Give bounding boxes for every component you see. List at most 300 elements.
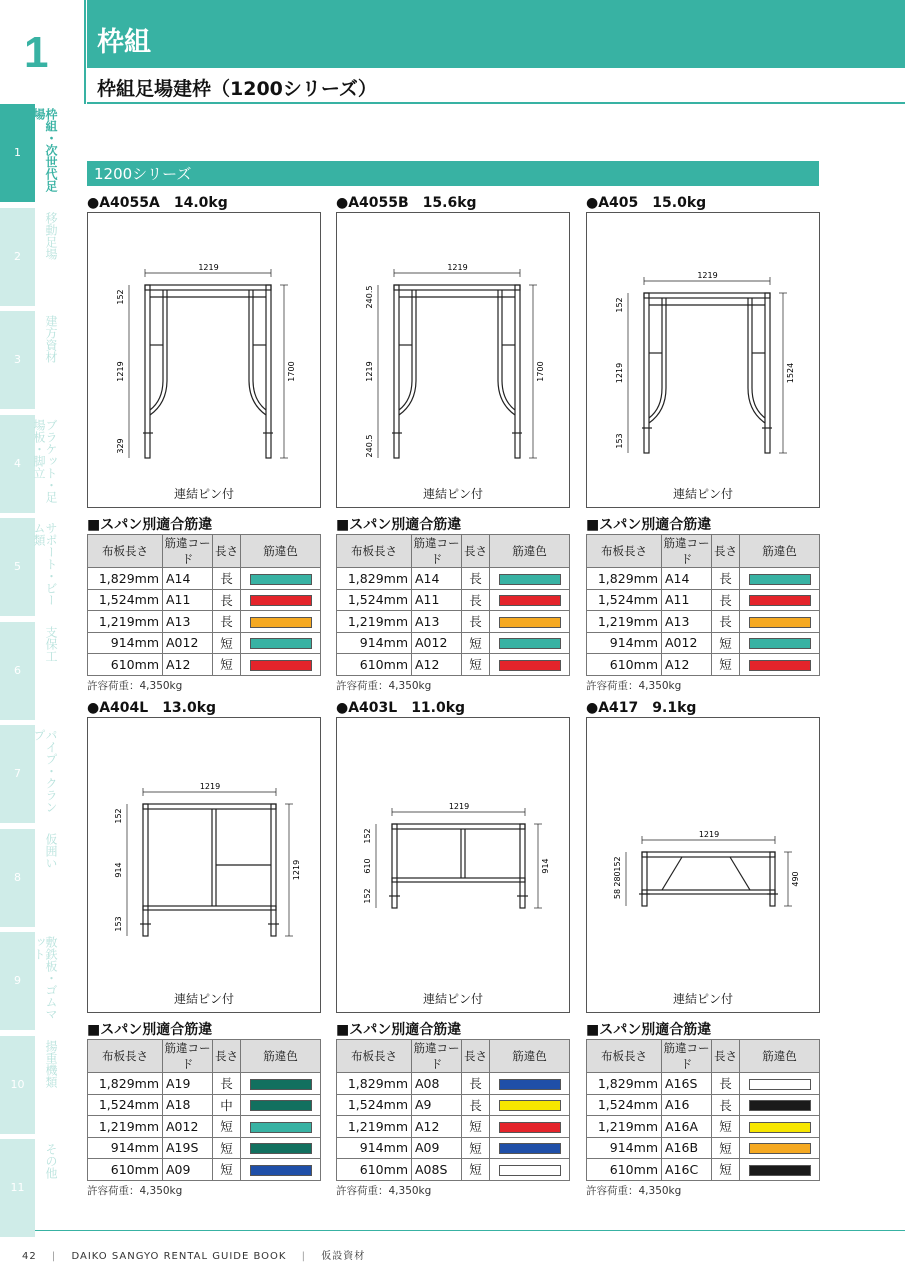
chapter-tab-9[interactable]: [0, 932, 35, 1030]
chapter-tab-number: 7: [14, 767, 21, 780]
brace-size: 長: [213, 1073, 241, 1095]
brace-size: 長: [712, 568, 740, 590]
color-swatch: [250, 574, 312, 585]
product-title: ●A417 9.1kg: [586, 700, 697, 716]
brace-code: A012: [163, 632, 213, 654]
plank-length: 1,829mm: [88, 1073, 163, 1095]
brace-size: 短: [213, 632, 241, 654]
brace-color: [740, 632, 820, 654]
table-row: [337, 1073, 570, 1095]
frame-top-bar: [642, 852, 775, 857]
color-swatch: [749, 1122, 811, 1133]
frame-top-bar: [143, 804, 276, 809]
plank-length: 610mm: [337, 1159, 412, 1181]
frame-bottom-bar: [642, 890, 775, 894]
frame-leg-right: [765, 293, 770, 453]
frame-diagram: [336, 717, 570, 1013]
product-title: ●A403L 11.0kg: [336, 700, 466, 716]
table-row: [587, 654, 820, 676]
color-swatch: [749, 660, 811, 671]
frame-leg-right: [770, 852, 775, 906]
col-header: 筋違コード: [663, 1041, 710, 1071]
plank-length: 1,829mm: [587, 568, 662, 590]
color-swatch: [250, 638, 312, 649]
frame-top-bar: [644, 293, 770, 298]
brace-size: 短: [213, 1116, 241, 1138]
plank-length: 914mm: [587, 632, 662, 654]
brace-code: A012: [662, 632, 712, 654]
brace-code: A08S: [412, 1159, 462, 1181]
table-title: ■スパン別適合筋違: [586, 1022, 712, 1038]
dim-height: 1700: [536, 361, 545, 382]
plank-length: 1,524mm: [337, 1094, 412, 1116]
table-row: [88, 589, 321, 611]
color-swatch: [499, 1165, 561, 1176]
brace-color: [490, 1094, 570, 1116]
dim-height: 490: [791, 871, 800, 887]
table-row: [587, 1137, 820, 1159]
dim-middle: 610: [363, 858, 372, 874]
table-title: ■スパン別適合筋違: [87, 1022, 213, 1038]
color-swatch: [499, 1122, 561, 1133]
chapter-tab-label: 建方資材: [44, 315, 58, 363]
color-swatch: [499, 595, 561, 606]
brace-size: 長: [462, 1073, 490, 1095]
brace-code: A11: [163, 589, 213, 611]
table-row: [337, 654, 570, 676]
chapter-tab-label: 揚重機類: [44, 1039, 58, 1088]
brace-code: A18: [163, 1094, 213, 1116]
dim-lower: 240.5: [365, 434, 374, 458]
frame-top-bar: [392, 824, 525, 829]
brace-color: [490, 611, 570, 633]
plank-length: 610mm: [587, 1159, 662, 1181]
plank-length: 610mm: [337, 654, 412, 676]
brace-size: 長: [213, 611, 241, 633]
product-title: ●A4055A 14.0kg: [87, 195, 228, 211]
plank-length: 1,829mm: [337, 1073, 412, 1095]
dim-upper: 152: [114, 808, 123, 824]
plank-length: 1,219mm: [587, 611, 662, 633]
brace-code: A09: [163, 1159, 213, 1181]
table-row: [337, 589, 570, 611]
product-panel: [87, 697, 321, 1198]
chapter-tab-5[interactable]: [0, 518, 35, 616]
brace-color: [740, 568, 820, 590]
col-header: 筋違コード: [413, 536, 460, 566]
chapter-tab-2[interactable]: [0, 208, 35, 306]
chapter-tab-number: 6: [14, 663, 21, 677]
chapter-tab-label: 支保工: [44, 625, 58, 662]
color-swatch: [749, 1100, 811, 1111]
brace-color: [740, 1159, 820, 1181]
color-swatch: [749, 1079, 811, 1090]
brace-code: A14: [662, 568, 712, 590]
color-swatch: [749, 1143, 811, 1154]
section-title: 1200シリーズ: [87, 161, 819, 186]
plank-length: 914mm: [88, 1137, 163, 1159]
frame-diagram: [87, 717, 321, 1013]
col-header: 布板長さ: [88, 1040, 163, 1073]
brace-table: [586, 534, 820, 676]
brace-color: [490, 1073, 570, 1095]
chapter-banner: [87, 0, 905, 68]
plank-length: 1,219mm: [587, 1116, 662, 1138]
col-header: 布板長さ: [337, 1040, 412, 1073]
table-row: [587, 611, 820, 633]
col-header: 筋違コード: [164, 536, 211, 566]
color-swatch: [749, 595, 811, 606]
brace-size: 短: [462, 632, 490, 654]
chapter-tab-number: 9: [14, 974, 21, 987]
brace-code: A16S: [662, 1073, 712, 1095]
col-header: 布板長さ: [337, 535, 412, 568]
table-row: [587, 1116, 820, 1138]
dim-lower: 58: [613, 888, 622, 900]
footer: 42 | DAIKO SANGYO RENTAL GUIDE BOOK | 仮設資材: [22, 1251, 366, 1262]
dim-width: 1219: [199, 782, 221, 791]
frame-drawing: [337, 213, 569, 507]
allowable-load: 許容荷重：4,350kg: [586, 679, 682, 692]
frame-bottom-bar: [392, 878, 525, 882]
plank-length: 914mm: [587, 1137, 662, 1159]
brace-color: [241, 1159, 321, 1181]
dim-width: 1219: [447, 263, 468, 272]
color-swatch: [250, 1143, 312, 1154]
table-row: [88, 1116, 321, 1138]
brace-table: [87, 1039, 321, 1181]
col-header: 筋違コード: [413, 1041, 460, 1071]
chapter-tab-8[interactable]: [0, 829, 35, 927]
table-row: [587, 568, 820, 590]
color-swatch: [250, 1100, 312, 1111]
col-header: 長さ: [213, 535, 241, 568]
chapter-tab-label: サポート・ビーム類: [32, 522, 58, 606]
brace-color: [241, 568, 321, 590]
brace-size: 長: [712, 589, 740, 611]
table-row: [88, 1137, 321, 1159]
chapter-tab-number: 4: [14, 456, 21, 470]
plank-length: 1,219mm: [88, 1116, 163, 1138]
chapter-tab-label: 枠組・次世代足場: [32, 108, 58, 192]
brace-code: A16: [662, 1094, 712, 1116]
footer-rule: [35, 1230, 905, 1231]
chapter-tab-11[interactable]: [0, 1139, 35, 1237]
plank-length: 1,524mm: [88, 1094, 163, 1116]
table-title: ■スパン別適合筋違: [586, 517, 712, 533]
brace-color: [490, 1116, 570, 1138]
chapter-title: 枠組: [97, 27, 151, 58]
plank-length: 914mm: [337, 632, 412, 654]
frame-drawing: [88, 213, 320, 507]
product-panel: [336, 192, 570, 693]
brace-table: [87, 534, 321, 676]
brace-color: [241, 654, 321, 676]
brace-size: 長: [462, 589, 490, 611]
color-swatch: [749, 617, 811, 628]
brace-size: 短: [712, 1116, 740, 1138]
dim-middle: 280: [613, 871, 622, 887]
color-swatch: [250, 660, 312, 671]
dim-width: 1219: [697, 271, 718, 280]
dim-height: 914: [541, 858, 550, 874]
plank-length: 1,829mm: [88, 568, 163, 590]
pin-label: 連結ピン付: [672, 487, 733, 501]
frame-leg-left: [642, 852, 647, 906]
col-header: 筋違色: [241, 1040, 321, 1073]
brace-code: A08: [412, 1073, 462, 1095]
table-row: [337, 568, 570, 590]
table-row: [88, 568, 321, 590]
color-swatch: [499, 1079, 561, 1090]
table-row: [587, 632, 820, 654]
table-row: [587, 1073, 820, 1095]
brace-code: A13: [163, 611, 213, 633]
allowable-load: 許容荷重：4,350kg: [336, 1184, 432, 1197]
col-header: 筋違コード: [663, 536, 710, 566]
plank-length: 1,524mm: [587, 589, 662, 611]
brace-code: A16B: [662, 1137, 712, 1159]
chapter-tab-number: 1: [14, 146, 21, 159]
brace-code: A09: [412, 1137, 462, 1159]
color-swatch: [499, 1143, 561, 1154]
frame-leg-left: [394, 285, 399, 458]
chapter-tab-number: 2: [14, 249, 21, 263]
page-subtitle: 枠組足場建枠（1200シリーズ）: [97, 78, 377, 100]
chapter-tab-label: 仮囲い: [44, 832, 58, 869]
frame-diagram: [87, 212, 321, 508]
col-header: 長さ: [462, 535, 490, 568]
product-title: ●A4055B 15.6kg: [336, 195, 477, 211]
pin-label: 連結ピン付: [422, 487, 483, 501]
frame-leg-left: [145, 285, 150, 458]
chapter-tab-label: 敷鉄板・ゴムマット: [32, 936, 58, 1020]
table-row: [88, 1159, 321, 1181]
pin-label: 連結ピン付: [672, 992, 733, 1006]
plank-length: 1,219mm: [337, 611, 412, 633]
frame-drawing: [587, 213, 819, 507]
brace-color: [241, 611, 321, 633]
brace-size: 短: [462, 1137, 490, 1159]
plank-length: 610mm: [88, 654, 163, 676]
frame-top-bar: [394, 285, 520, 290]
plank-length: 1,219mm: [337, 1116, 412, 1138]
frame-bottom-bar: [143, 906, 276, 910]
brace-size: 短: [712, 632, 740, 654]
brace-table: [586, 1039, 820, 1181]
color-swatch: [250, 595, 312, 606]
plank-length: 1,829mm: [587, 1073, 662, 1095]
table-title: ■スパン別適合筋違: [336, 517, 462, 533]
brace-color: [241, 1137, 321, 1159]
plank-length: 1,524mm: [88, 589, 163, 611]
frame-diagram: [586, 212, 820, 508]
dim-height: 1524: [786, 362, 795, 384]
brace-size: 長: [712, 1094, 740, 1116]
col-header: 筋違コード: [164, 1041, 211, 1071]
table-row: [337, 611, 570, 633]
brace-size: 短: [712, 1137, 740, 1159]
col-header: 布板長さ: [587, 1040, 662, 1073]
brace-color: [490, 589, 570, 611]
frame-diagram: [336, 212, 570, 508]
product-title: ●A405 15.0kg: [586, 195, 707, 211]
dim-upper: 240.5: [365, 285, 374, 309]
brace-color: [740, 1137, 820, 1159]
brace-code: A12: [412, 1116, 462, 1138]
chapter-tab-1[interactable]: [0, 104, 35, 202]
product-title: ●A404L 13.0kg: [87, 700, 217, 716]
dim-lower: 153: [114, 916, 123, 932]
brace-code: A12: [662, 654, 712, 676]
brace-size: 短: [462, 654, 490, 676]
brace-color: [490, 654, 570, 676]
table-row: [88, 611, 321, 633]
frame-drawing: [337, 718, 569, 1012]
brace-size: 短: [213, 1137, 241, 1159]
plank-length: 914mm: [88, 632, 163, 654]
brace-code: A012: [412, 632, 462, 654]
brace-code: A14: [163, 568, 213, 590]
plank-length: 1,524mm: [587, 1094, 662, 1116]
frame-top-bar: [145, 285, 271, 290]
brace-color: [740, 1116, 820, 1138]
chapter-tab-number: 3: [14, 353, 21, 366]
frame-drawing: [88, 718, 320, 1012]
frame-leg-left: [644, 293, 649, 453]
color-swatch: [749, 574, 811, 585]
dim-upper: 152: [116, 289, 125, 305]
table-row: [337, 1137, 570, 1159]
col-header: 布板長さ: [88, 535, 163, 568]
book-category: 仮設資材: [321, 1251, 366, 1262]
brace-color: [740, 589, 820, 611]
brace-color: [241, 1094, 321, 1116]
brace-size: 長: [712, 1073, 740, 1095]
brace-size: 長: [213, 589, 241, 611]
brace-color: [490, 1137, 570, 1159]
brace-code: A12: [412, 654, 462, 676]
brace-color: [241, 632, 321, 654]
product-panel: [586, 192, 820, 693]
dim-middle: 1219: [615, 362, 624, 384]
table-row: [587, 589, 820, 611]
chapter-divider: [84, 0, 86, 104]
color-swatch: [499, 1100, 561, 1111]
brace-code: A9: [412, 1094, 462, 1116]
col-header: 長さ: [462, 1040, 490, 1073]
brace-color: [490, 632, 570, 654]
color-swatch: [250, 1079, 312, 1090]
brace-color: [740, 1094, 820, 1116]
col-header: 布板長さ: [587, 535, 662, 568]
dim-middle: 1219: [116, 361, 125, 382]
table-row: [88, 654, 321, 676]
brace-color: [490, 1159, 570, 1181]
chapter-tab-number: 8: [14, 870, 21, 884]
frame-leg-right: [515, 285, 520, 458]
col-header: 長さ: [712, 535, 740, 568]
table-row: [587, 1159, 820, 1181]
product-panel: [336, 697, 570, 1198]
brace-code: A19S: [163, 1137, 213, 1159]
subtitle-rule: [87, 102, 905, 104]
color-swatch: [250, 617, 312, 628]
brace-size: 短: [712, 654, 740, 676]
brace-size: 短: [462, 1116, 490, 1138]
chapter-tab-label: ブラケット・足場板・脚立: [32, 418, 58, 503]
color-swatch: [749, 638, 811, 649]
table-title: ■スパン別適合筋違: [336, 1022, 462, 1038]
plank-length: 1,524mm: [337, 589, 412, 611]
table-row: [587, 1094, 820, 1116]
table-row: [88, 1073, 321, 1095]
dim-width: 1219: [448, 802, 470, 811]
dim-height: 1700: [287, 361, 296, 382]
col-header: 長さ: [213, 1040, 241, 1073]
col-header: 長さ: [712, 1040, 740, 1073]
brace-color: [740, 654, 820, 676]
col-header: 筋違色: [490, 535, 570, 568]
dim-middle: 1219: [365, 361, 374, 382]
brace-color: [241, 589, 321, 611]
brace-color: [241, 1073, 321, 1095]
table-row: [337, 1116, 570, 1138]
brace-color: [740, 1073, 820, 1095]
chapter-tab-4[interactable]: [0, 415, 35, 513]
frame-leg-left: [143, 804, 148, 936]
color-swatch: [499, 660, 561, 671]
plank-length: 1,219mm: [88, 611, 163, 633]
dim-upper: 152: [615, 297, 624, 313]
chapter-tab-label: パイプ・クランプ: [32, 729, 58, 813]
col-header: 筋違色: [740, 1040, 820, 1073]
allowable-load: 許容荷重：4,350kg: [336, 679, 432, 692]
chapter-tab-6[interactable]: [0, 622, 35, 720]
chapter-tab-3[interactable]: [0, 311, 35, 409]
dim-upper: 152: [613, 856, 622, 872]
chapter-tab-7[interactable]: [0, 725, 35, 823]
brace-size: 長: [712, 611, 740, 633]
color-swatch: [499, 638, 561, 649]
brace-size: 短: [712, 1159, 740, 1181]
chapter-number: 1: [24, 28, 49, 77]
brace-color: [241, 1116, 321, 1138]
color-swatch: [499, 574, 561, 585]
frame-drawing: [587, 718, 819, 1012]
col-header: 筋違色: [740, 535, 820, 568]
plank-length: 914mm: [337, 1137, 412, 1159]
allowable-load: 許容荷重：4,350kg: [586, 1184, 682, 1197]
pin-label: 連結ピン付: [173, 487, 234, 501]
table-row: [337, 1159, 570, 1181]
chapter-tab-label: 移動足場: [44, 211, 58, 260]
brace-code: A19: [163, 1073, 213, 1095]
brace-color: [490, 568, 570, 590]
dim-lower: 152: [363, 888, 372, 904]
chapter-tab-10[interactable]: [0, 1036, 35, 1134]
brace-code: A16A: [662, 1116, 712, 1138]
plank-length: 610mm: [587, 654, 662, 676]
brace-code: A11: [412, 589, 462, 611]
page-number: 42: [22, 1251, 37, 1262]
dim-lower: 153: [615, 433, 624, 449]
table-title: ■スパン別適合筋違: [87, 517, 213, 533]
plank-length: 1,829mm: [337, 568, 412, 590]
dim-height: 1219: [292, 859, 301, 881]
brace-size: 長: [213, 568, 241, 590]
brace-size: 短: [213, 654, 241, 676]
